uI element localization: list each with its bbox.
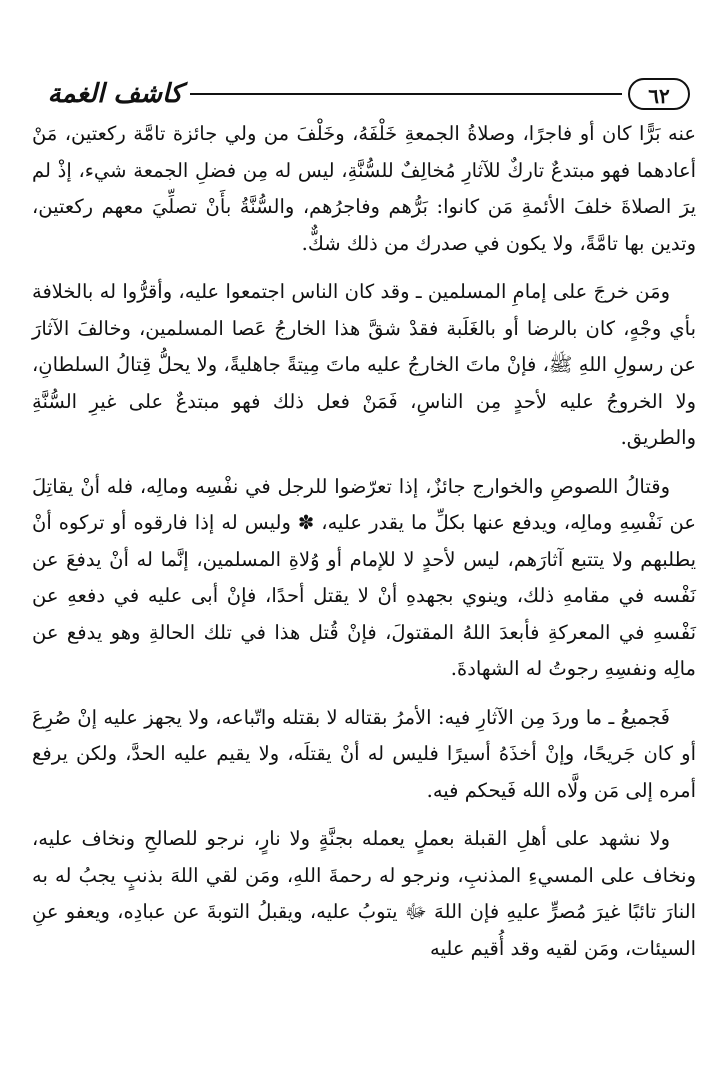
page-number: ٦٢ <box>628 78 690 110</box>
paragraph: ولا نشهد على أهلِ القبلة بعملٍ يعمله بجنَّةٍ ولا نارٍ، نرجو للصالحِ ونخاف عليه، ونخاف على المسيءِ المذنبِ، ونرجو له رحمةَ اللهِ، ومَن لقي اللهَ بذنبٍ يجبُ له به النارَ تائبًا غيرَ مُصرٍّ عليهِ فإن اللهَ ﷻ يتوبُ عليه، ويقبلُ التوبةَ عن عبادِه، ويعفو عنِ السيئات، ومَن لقيه وقد أُقيم عليه <box>32 827 696 960</box>
paragraph: ومَن خرجَ على إمامِ المسلمين ـ وقد كان الناس اجتمعوا عليه، وأقرُّوا له بالخلافة بأي وجْهٍ، كان بالرضا أو بالغَلَبة فقدْ شقَّ هذا الخارجُ عَصا المسلمين، وخالفَ الآثارَ عن رسولِ اللهِ ﷺ، فإنْ ماتَ الخارجُ عليه ماتَ مِيتةً جاهليةً، ولا يحلُّ قِتالُ السلطانِ، ولا الخروجُ عليه لأحدٍ مِن الناسِ، فَمَنْ فعل ذلك فهو مبتدعٌ على غيرِ السُّنَّةِ والطريق. <box>32 280 696 449</box>
book-title: كاشف الغمة <box>47 79 183 109</box>
paragraph: فَجميعُ ـ ما وردَ مِن الآثارِ فيه: الأمرُ بقتاله لا بقتله واتّباعه، ولا يجهز عليه إنْ صُرِعَ أو كان جَريحًا، وإنْ أخذَهُ أسيرًا فليس له أنْ يقتلَه، ولا يقيم عليه الحدَّ، ولكن يرفع أمره إلى مَن ولَّاه الله فَيحكم فيه. <box>32 705 696 802</box>
paragraph: وقتالُ اللصوصِ والخوارج جائزٌ، إذا تعرّضوا للرجل في نفْسِه ومالِه، فله أنْ يقاتِلَ عن نَفْسِهِ ومالِه، ويدفع عنها بكلِّ ما يقدر عليه، ✽ وليس له إذا فارقوه أو تركوه أنْ يطلبهم ولا يتتبع آثارَهم، ليس لأحدٍ لا للإمام أو وُلاةِ المسلمين، إنَّما له أنْ يدفعَ عن نَفْسه في مقامهِ ذلك، وينوي بجهدهِ أنْ لا يقتل أحدًا، فإنْ أبى عليه في دفعهِ عن نَفْسهِ في المعركةِ فأبعدَ اللهُ المقتولَ، فإنْ قُتل هذا في تلك الحالةِ وهو يدفع عن مالِه ونفسِهِ رجوتُ له الشهادةَ. <box>32 474 696 680</box>
header-rule <box>190 93 622 95</box>
paragraph: عنه بَرًّا كان أو فاجرًا، وصلاةُ الجمعةِ خَلْفَهُ، وخَلْفَ من ولي جائزة تامَّة ركعتين، مَنْ أعادهما فهو مبتدعٌ تاركٌ للآثارِ مُخالِفٌ للسُّنَّةِ، ليس له مِن فضلِ الجمعة شيء، إذْ لم يرَ الصلاةَ خلفَ الأئمةِ مَن كانوا: بَرُّهم وفاجرُهم، والسُّنَّةُ بأَنْ تصلِّيَ معهم ركعتين، وتدين بها تامَّةً، ولا يكون في صدرك من ذلك شكٌّ. <box>32 122 696 255</box>
body-text <box>32 116 696 1082</box>
page-header <box>40 70 690 120</box>
